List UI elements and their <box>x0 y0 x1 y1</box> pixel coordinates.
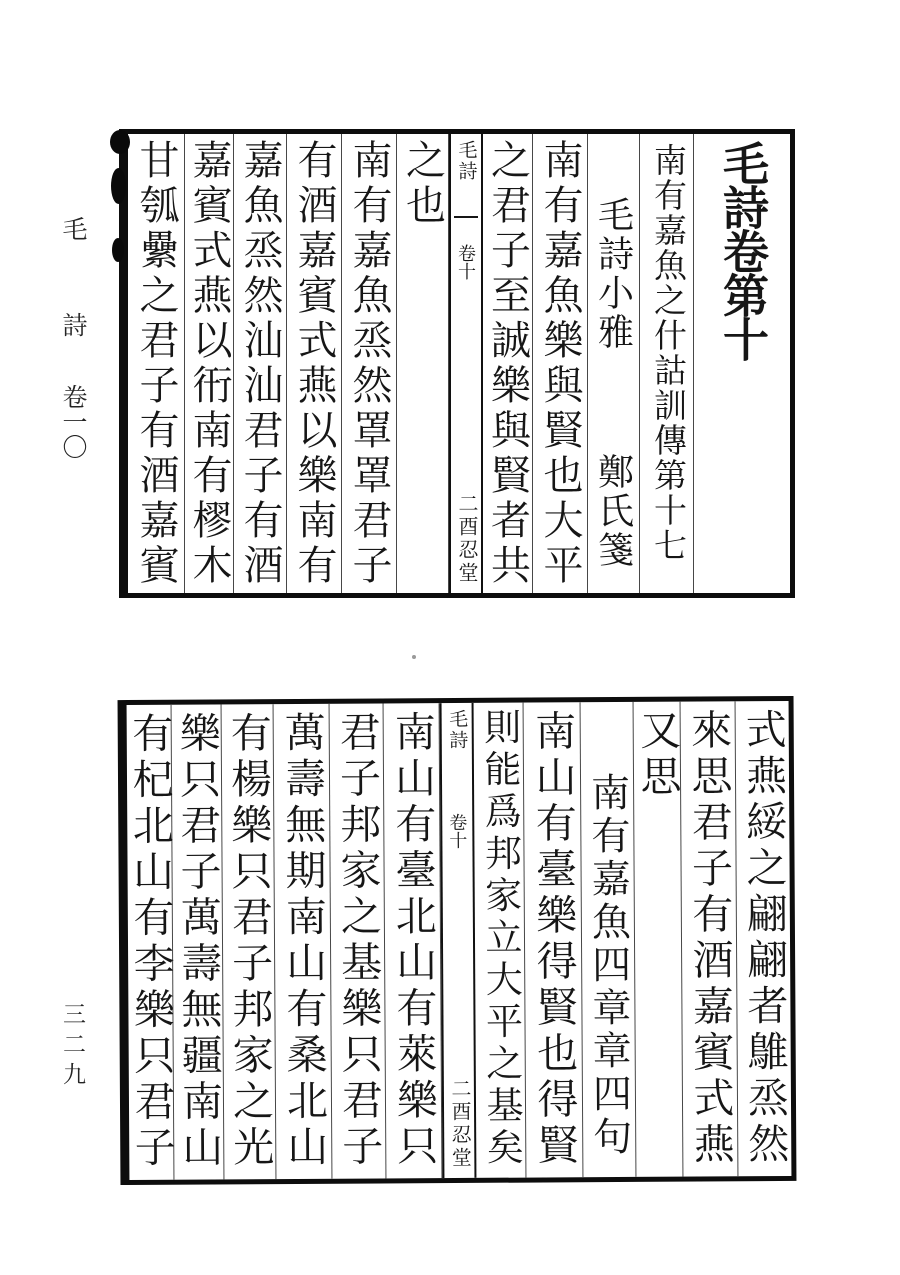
column-text: 之君子至誠樂與賢者共 <box>485 139 531 589</box>
ink-blotch <box>112 238 124 262</box>
chapter-heading-column <box>640 134 694 593</box>
attribution-text <box>593 134 634 570</box>
volume-title: 毛詩卷第十 <box>717 140 768 360</box>
bottom-folio-half <box>118 696 797 1185</box>
text-column <box>681 701 739 1176</box>
column-text: 有酒嘉賓式燕以樂南有 <box>292 139 337 589</box>
text-column <box>287 134 342 593</box>
column-text: 之也 <box>400 139 446 229</box>
volume-margin-label <box>60 216 85 459</box>
column-text: 嘉賓式燕以衎南有樛木 <box>187 139 232 589</box>
text-column <box>342 134 397 593</box>
column-text: 南有嘉魚樂與賢也大平 <box>538 139 583 589</box>
text-column <box>533 134 588 593</box>
banxin-work: 毛詩 <box>446 708 468 752</box>
text-column <box>384 703 443 1178</box>
ink-blotch <box>111 168 126 204</box>
banxin-volume: 卷十 <box>456 244 476 280</box>
column-text: 來思君子有酒嘉賓式燕 <box>685 708 734 1169</box>
volume-margin-char: 詩 <box>59 312 86 337</box>
text-column <box>397 134 449 593</box>
column-text: 南山有臺北山有萊樂只 <box>388 710 438 1171</box>
stanza-count-note: 南有嘉魚四章章四句 <box>585 771 631 1160</box>
banxin-column <box>440 703 477 1178</box>
attribution-work: 毛詩小雅 <box>593 196 634 352</box>
text-column <box>274 704 333 1179</box>
chapter-heading: 南有嘉魚之什詁訓傳第十七 <box>649 143 685 563</box>
text-column <box>634 702 684 1177</box>
volume-title-column <box>694 134 790 593</box>
column-text: 嘉魚烝然汕汕君子有酒 <box>238 139 283 589</box>
column-text: 南山有臺樂得賢也得賢 <box>529 709 578 1170</box>
top-folio-half <box>119 129 795 598</box>
banxin-column <box>449 134 483 593</box>
banxin-rule <box>454 216 478 218</box>
column-text: 又思 <box>634 708 681 801</box>
banxin-hall-name: 二酉忍堂 <box>447 1077 471 1171</box>
stanza-note-column <box>581 702 637 1177</box>
ink-blotch <box>110 130 130 154</box>
text-column <box>234 134 287 593</box>
text-column <box>483 134 533 593</box>
column-text: 有杞北山有李樂只君子 <box>126 711 175 1173</box>
text-column <box>474 703 527 1178</box>
banxin-hall-name: 二酉忍堂 <box>455 493 477 585</box>
column-text: 萬壽無期南山有桑北山 <box>278 710 328 1172</box>
column-text: 南有嘉魚烝然罩罩君子 <box>347 139 392 589</box>
column-text: 則能爲邦家立大平之基矣 <box>477 707 522 1170</box>
attribution-annotator: 鄭氏箋 <box>593 453 634 570</box>
volume-margin-char: 毛 <box>59 216 86 241</box>
attribution-column <box>588 134 640 593</box>
text-column <box>222 704 277 1179</box>
text-column <box>127 705 175 1180</box>
scan-speck <box>412 655 416 659</box>
column-text: 式燕綏之翩翩者鵻烝然 <box>739 707 789 1169</box>
text-column <box>330 703 387 1178</box>
text-column <box>736 701 792 1176</box>
page-number: 三二九 <box>60 1002 85 1092</box>
text-column <box>185 134 234 593</box>
text-column <box>172 704 225 1179</box>
column-text: 有楊樂只君子邦家之光 <box>224 711 274 1172</box>
text-column <box>524 702 584 1177</box>
banxin-volume: 卷十 <box>447 812 468 850</box>
volume-margin-char: 卷一〇 <box>59 384 86 459</box>
column-text: 君子邦家之基樂只君子 <box>333 710 383 1171</box>
text-column <box>128 134 185 593</box>
banxin-work: 毛詩 <box>455 140 477 182</box>
column-text: 樂只君子萬壽無疆南山 <box>173 711 223 1172</box>
column-text: 甘瓠纍之君子有酒嘉賓 <box>134 139 179 589</box>
